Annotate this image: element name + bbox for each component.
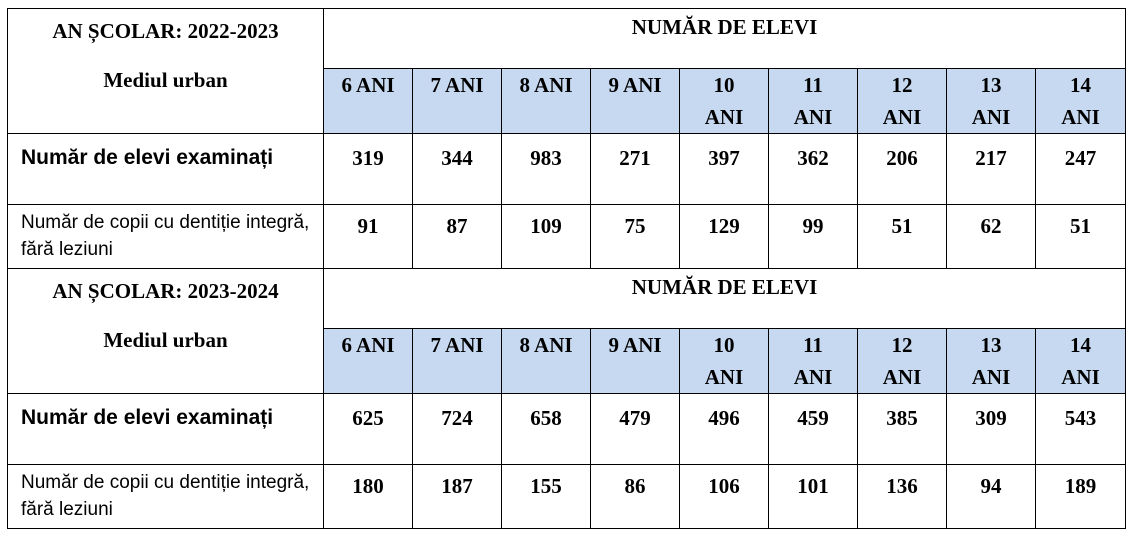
age-label: 6 ANI bbox=[341, 73, 395, 97]
row-label: Număr de elevi examinați bbox=[8, 134, 324, 205]
students-header: NUMĂR DE ELEVI bbox=[631, 275, 818, 299]
age-label: ANI bbox=[971, 105, 1011, 129]
value-cell: 187 bbox=[413, 465, 502, 529]
age-header bbox=[680, 329, 769, 394]
age-label: ANI bbox=[882, 365, 922, 389]
students-header: NUMĂR DE ELEVI bbox=[631, 15, 818, 39]
age-label: 10 bbox=[713, 333, 735, 357]
value-cell: 658 bbox=[502, 394, 591, 465]
value-cell: 109 bbox=[502, 205, 591, 269]
age-header bbox=[769, 329, 858, 394]
age-label: ANI bbox=[704, 365, 744, 389]
value-cell: 319 bbox=[324, 134, 413, 205]
section-header-row bbox=[8, 9, 1126, 69]
section-header-row bbox=[8, 269, 1126, 329]
value-cell: 75 bbox=[591, 205, 680, 269]
age-header bbox=[591, 329, 680, 394]
age-header bbox=[324, 69, 413, 134]
age-label: 10 bbox=[713, 73, 735, 97]
age-header bbox=[1036, 329, 1126, 394]
year-cell bbox=[8, 9, 324, 134]
value-cell: 51 bbox=[1036, 205, 1126, 269]
age-label: ANI bbox=[704, 105, 744, 129]
value-cell: 99 bbox=[769, 205, 858, 269]
age-label: 11 bbox=[803, 333, 823, 357]
value-cell: 62 bbox=[947, 205, 1036, 269]
environment-label: Mediul urban bbox=[103, 68, 228, 92]
age-header bbox=[502, 329, 591, 394]
age-header bbox=[591, 69, 680, 134]
age-header bbox=[324, 329, 413, 394]
value-cell: 271 bbox=[591, 134, 680, 205]
value-cell: 459 bbox=[769, 394, 858, 465]
value-cell: 344 bbox=[413, 134, 502, 205]
value-cell: 496 bbox=[680, 394, 769, 465]
value-cell: 217 bbox=[947, 134, 1036, 205]
age-header bbox=[858, 329, 947, 394]
value-cell: 479 bbox=[591, 394, 680, 465]
age-label: 7 ANI bbox=[430, 73, 484, 97]
age-label: 7 ANI bbox=[430, 333, 484, 357]
age-label: 8 ANI bbox=[519, 333, 573, 357]
age-label: ANI bbox=[882, 105, 922, 129]
age-label: 14 bbox=[1070, 333, 1092, 357]
age-label: 6 ANI bbox=[341, 333, 395, 357]
students-header-cell bbox=[324, 269, 1126, 329]
age-label: 14 bbox=[1070, 73, 1092, 97]
value-cell: 155 bbox=[502, 465, 591, 529]
age-header bbox=[947, 329, 1036, 394]
students-table bbox=[7, 8, 1126, 529]
age-label: 11 bbox=[803, 73, 823, 97]
age-header bbox=[413, 69, 502, 134]
age-label: 9 ANI bbox=[608, 333, 662, 357]
age-header bbox=[858, 69, 947, 134]
age-header bbox=[413, 329, 502, 394]
age-header bbox=[1036, 69, 1126, 134]
age-label: ANI bbox=[1061, 365, 1100, 389]
age-header bbox=[947, 69, 1036, 134]
age-label: ANI bbox=[1061, 105, 1100, 129]
table-row bbox=[8, 205, 1126, 269]
value-cell: 86 bbox=[591, 465, 680, 529]
value-cell: 625 bbox=[324, 394, 413, 465]
age-label: 8 ANI bbox=[519, 73, 573, 97]
value-cell: 180 bbox=[324, 465, 413, 529]
value-cell: 189 bbox=[1036, 465, 1126, 529]
age-label: 12 bbox=[891, 73, 913, 97]
row-label: Număr de copii cu dentiție integră, fără leziuni bbox=[8, 465, 324, 529]
environment-label: Mediul urban bbox=[103, 328, 228, 352]
school-year: AN ȘCOLAR: 2022-2023 bbox=[52, 19, 279, 43]
students-header-cell bbox=[324, 9, 1126, 69]
value-cell: 397 bbox=[680, 134, 769, 205]
age-label: ANI bbox=[793, 365, 833, 389]
age-header bbox=[502, 69, 591, 134]
value-cell: 206 bbox=[858, 134, 947, 205]
value-cell: 136 bbox=[858, 465, 947, 529]
value-cell: 309 bbox=[947, 394, 1036, 465]
age-label: 13 bbox=[980, 73, 1002, 97]
table-row bbox=[8, 465, 1126, 529]
age-label: 9 ANI bbox=[608, 73, 662, 97]
value-cell: 106 bbox=[680, 465, 769, 529]
value-cell: 543 bbox=[1036, 394, 1126, 465]
table-row bbox=[8, 134, 1126, 205]
row-label: Număr de elevi examinați bbox=[8, 394, 324, 465]
row-label: Număr de copii cu dentiție integră, fără leziuni bbox=[8, 205, 324, 269]
age-header bbox=[769, 69, 858, 134]
age-label: ANI bbox=[971, 365, 1011, 389]
value-cell: 724 bbox=[413, 394, 502, 465]
table-row bbox=[8, 394, 1126, 465]
value-cell: 385 bbox=[858, 394, 947, 465]
value-cell: 87 bbox=[413, 205, 502, 269]
value-cell: 101 bbox=[769, 465, 858, 529]
age-label: 12 bbox=[891, 333, 913, 357]
school-year: AN ȘCOLAR: 2023-2024 bbox=[52, 279, 279, 303]
value-cell: 91 bbox=[324, 205, 413, 269]
value-cell: 983 bbox=[502, 134, 591, 205]
age-header bbox=[680, 69, 769, 134]
value-cell: 129 bbox=[680, 205, 769, 269]
year-cell bbox=[8, 269, 324, 394]
value-cell: 94 bbox=[947, 465, 1036, 529]
value-cell: 247 bbox=[1036, 134, 1126, 205]
value-cell: 362 bbox=[769, 134, 858, 205]
value-cell: 51 bbox=[858, 205, 947, 269]
age-label: 13 bbox=[980, 333, 1002, 357]
age-label: ANI bbox=[793, 105, 833, 129]
